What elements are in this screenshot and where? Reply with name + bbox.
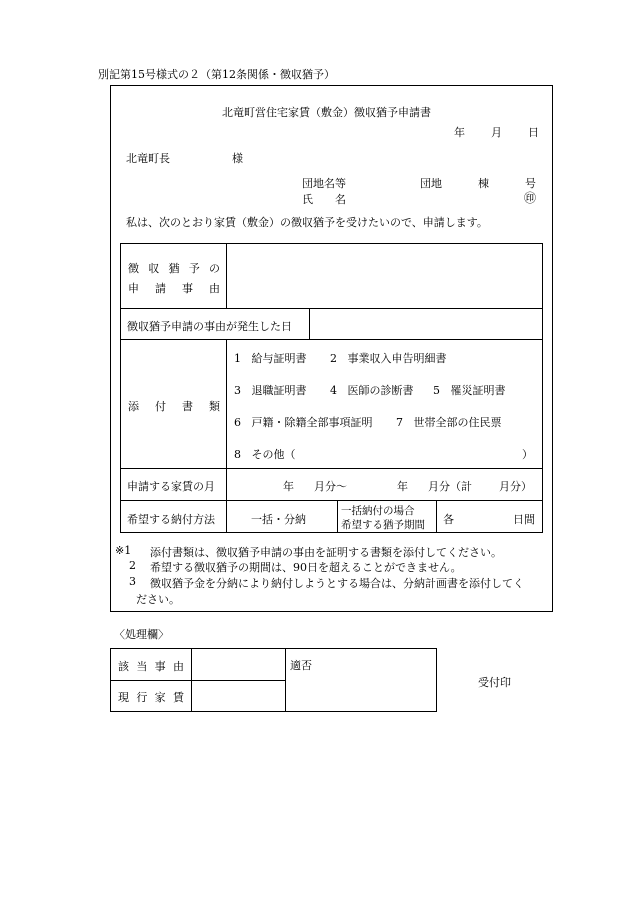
form-title: 北竜町営住宅家賃（敷金）徴収猶予申請書 [222,106,431,119]
note-2-mark: 2 [129,559,136,572]
number-unit-label: 号 [525,177,536,190]
attachment-item-7[interactable] [396,414,502,430]
note-3-mark: 3 [129,575,136,588]
name-label-2: 名 [335,193,346,206]
attachment-name: 世帯全部の住民票 [413,416,502,429]
table-divider [226,339,227,533]
rent-month-end: 月分（計 [428,480,472,493]
building-unit-label: 棟 [478,177,489,190]
current-rent-label-char: 賃 [172,691,184,704]
reason-label-line1-char: の [209,262,220,275]
attachment-item-3[interactable] [234,382,307,398]
table-divider [120,339,543,340]
table-divider [120,468,543,469]
attachment-item-5[interactable] [433,382,506,398]
reception-stamp-label: 受付印 [478,676,511,689]
reason-label-line2-char: 申 [128,282,139,295]
reason-label-line2-char: 由 [209,282,220,295]
processing-divider [285,648,286,712]
attachment-name: 戸籍・除籍全部事項証明 [251,416,373,429]
grace-period-days: 日間 [513,513,535,526]
other-attachment-field[interactable] [303,444,518,462]
date-year-label: 年 [454,126,465,139]
applicable-reason-label-char: 当 [136,660,148,673]
name-label-1: 氏 [302,193,313,206]
date-month-label: 月 [491,126,502,139]
applicable-reason-label-char: 該 [118,660,129,673]
current-rent-label-char: 家 [154,691,166,704]
attachment-number: 2 [330,352,337,365]
other-attachment-close: ） [522,448,533,461]
reason-label-line2-char: 請 [155,282,166,295]
approval-label: 適否 [290,659,312,672]
rent-month-start: 月分～ [314,480,347,493]
rent-month-label: 申請する家賃の月 [127,480,215,493]
attachments-label-char: 付 [155,400,166,413]
reason-label-line1-char: 猶 [168,262,180,275]
attachment-name: その他（ [251,448,296,461]
applicable-reason-label-char: 由 [172,660,184,673]
attachment-number: 5 [433,384,440,397]
complex-name-label: 団地名等 [302,177,346,190]
table-divider [120,308,543,309]
attachments-label [128,398,220,414]
attachment-item-6[interactable] [234,414,373,430]
table-divider [309,308,310,340]
attachment-number: 8 [234,448,241,461]
current-rent-label-char: 行 [136,691,148,704]
attachment-name: 罹災証明書 [450,384,506,397]
reason-label-line1-char: 徴 [128,262,139,275]
table-divider [120,500,543,501]
rent-month-year-1: 年 [283,480,294,493]
reason-field[interactable] [232,252,536,302]
current-rent-label-char: 現 [118,691,129,704]
lump-sum-label-line1: 一括納付の場合 [341,505,415,517]
table-divider [337,500,338,533]
current-rent-label [118,689,184,705]
table-divider [226,243,227,309]
attachments-label-char: 類 [209,400,220,413]
rent-month-year-2: 年 [397,480,408,493]
seal-mark: ㊞ [524,191,537,205]
attachment-item-8[interactable] [234,446,296,462]
reason-label-line1 [128,260,220,276]
current-rent-field[interactable] [195,684,281,709]
attachment-number: 6 [234,416,241,429]
attachment-number: 1 [234,352,241,365]
payment-method-label: 希望する納付方法 [127,513,215,526]
rent-month-total: 月分） [499,480,532,493]
reason-label-line1-char: 予 [188,262,200,275]
complex-unit-label: 団地 [420,177,442,190]
attachment-item-2[interactable] [330,350,447,366]
applicable-reason-label-char: 事 [154,660,166,673]
attachments-label-char: 添 [128,400,139,413]
note-1-text: 添付書類は、徴収猶予申請の事由を証明する書類を添付してください。 [150,546,502,559]
attachment-name: 事業収入申告明細書 [347,352,447,365]
note-2-text: 希望する徴収猶予の期間は、90日を超えることができません。 [150,561,462,574]
application-statement: 私は、次のとおり家賃（敷金）の徴収猶予を受けたいので、申請します。 [126,216,488,229]
attachment-name: 給与証明書 [251,352,307,365]
reason-label-line2-char: 事 [182,282,193,295]
reason-label-line1-char: 収 [148,262,160,275]
attachment-item-1[interactable] [234,350,307,366]
attachment-number: 3 [234,384,241,397]
processing-divider [110,680,285,681]
occurrence-date-field[interactable] [314,314,536,334]
attachment-number: 4 [330,384,337,397]
note-3-continuation: ださい。 [136,593,180,606]
processing-section-title: 〈処理欄〉 [114,628,169,641]
applicable-reason-label [118,658,184,674]
addressee-honorific: 様 [232,152,243,165]
attachment-name: 医師の診断書 [347,384,414,397]
lump-sum-label-line2: 希望する猶予期間 [341,519,425,531]
payment-method-options[interactable]: 一括・分納 [251,513,306,526]
occurrence-date-label: 徴収猶予申請の事由が発生した日 [127,320,292,333]
note-1-mark: ※1 [115,544,132,557]
reason-label-line2 [128,280,220,296]
note-3-text: 徴収猶予金を分納により納付しようとする場合は、分納計画書を添付してく [150,577,524,590]
attachments-label-char: 書 [182,400,193,413]
table-divider [436,500,437,533]
form-number-note: 別記第15号様式の２（第12条関係・徴収猶予） [98,68,335,81]
addressee-name: 北竜町長 [126,152,170,165]
date-day-label: 日 [528,126,539,139]
attachment-name: 退職証明書 [251,384,307,397]
grace-period-prefix: 各 [443,513,454,526]
attachment-number: 7 [396,416,403,429]
attachment-item-4[interactable] [330,382,414,398]
applicable-reason-field[interactable] [195,652,281,677]
